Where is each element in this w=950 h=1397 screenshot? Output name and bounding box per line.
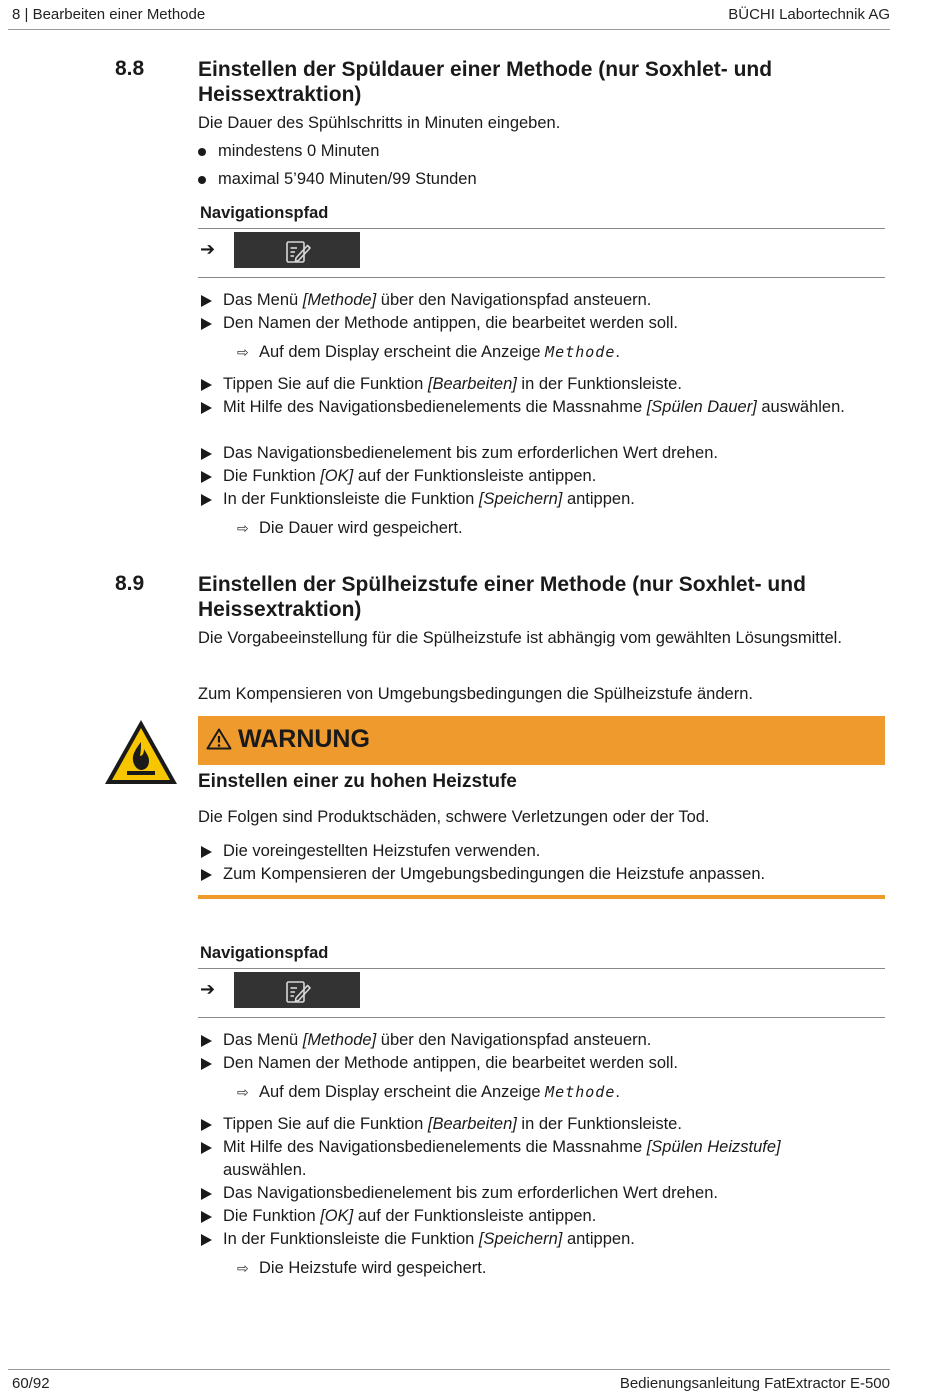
nav-path-label: Navigationspfad [200, 204, 329, 222]
section-title: Einstellen der Spülheizstufe einer Methode (nur Soxhlet- und Heissextraktion) [198, 573, 806, 621]
warning-banner [198, 716, 885, 765]
warning-label: WARNUNG [238, 725, 370, 753]
step-result: ⇨ Die Heizstufe wird gespeichert. [237, 1257, 486, 1280]
step-triangle-icon [201, 846, 212, 858]
header-company: BÜCHI Labortechnik AG [728, 6, 890, 23]
page-number: 60/92 [12, 1375, 50, 1392]
step-triangle-icon [201, 318, 212, 330]
bullet-dot [198, 148, 206, 156]
step-triangle-icon [201, 1119, 212, 1131]
step-result: ⇨ Auf dem Display erscheint die Anzeige Methode. [237, 1081, 620, 1104]
page-header [12, 6, 890, 30]
result-arrow-icon: ⇨ [237, 1084, 249, 1100]
result-arrow-icon: ⇨ [237, 344, 249, 360]
list-item-text: maximal 5’940 Minuten/99 Stunden [218, 170, 477, 188]
step-triangle-icon [201, 402, 212, 414]
section-number: 8.9 [115, 572, 145, 595]
section-intro: Die Vorgabeeinstellung für die Spülheizstufe ist abhängig vom gewählten Lösungsmittel. [198, 629, 842, 647]
step-triangle-icon [201, 471, 212, 483]
footer-divider [8, 1369, 890, 1370]
step-triangle-icon [201, 1188, 212, 1200]
section-number: 8.8 [115, 57, 145, 80]
result-arrow-icon: ⇨ [237, 520, 249, 536]
document-title: Bedienungsanleitung FatExtractor E-500 [619, 1375, 890, 1392]
nav-path-bottom-rule [198, 277, 885, 278]
step-triangle-icon [201, 295, 212, 307]
warning-triangle-icon [206, 728, 232, 750]
section-intro: Zum Kompensieren von Umgebungsbedingungen die Spülheizstufe ändern. [198, 685, 753, 703]
step-triangle-icon [201, 1211, 212, 1223]
arrow-right-icon: ➔ [200, 239, 216, 259]
result-arrow-icon: ⇨ [237, 1260, 249, 1276]
header-divider [8, 29, 890, 30]
step-triangle-icon [201, 448, 212, 460]
warning-title: Einstellen einer zu hohen Heizstufe [198, 771, 517, 792]
step-triangle-icon [201, 1058, 212, 1070]
step-triangle-icon [201, 494, 212, 506]
step-result: ⇨ Auf dem Display erscheint die Anzeige Methode. [237, 341, 620, 364]
warning-text: Die Folgen sind Produktschäden, schwere Verletzungen oder der Tod. [198, 808, 710, 826]
nav-path-top-rule [198, 228, 885, 229]
warning-bottom-rule [198, 895, 885, 899]
step-triangle-icon [201, 379, 212, 391]
nav-path-top-rule [198, 968, 885, 969]
bullet-dot [198, 176, 206, 184]
step-triangle-icon [201, 1035, 212, 1047]
nav-path-label: Navigationspfad [200, 944, 329, 962]
section-title: Einstellen der Spüldauer einer Methode (nur Soxhlet- und Heissextraktion) [198, 58, 773, 106]
header-chapter: 8 | Bearbeiten einer Methode [12, 6, 206, 23]
edit-icon [284, 237, 312, 265]
edit-menu-button [234, 972, 360, 1008]
step-triangle-icon [201, 1234, 212, 1246]
edit-menu-button [234, 232, 360, 268]
arrow-right-icon: ➔ [200, 979, 216, 999]
nav-path-bottom-rule [198, 1017, 885, 1018]
section-intro: Die Dauer des Spühlschritts in Minuten eingeben. [198, 114, 561, 132]
step-triangle-icon [201, 1142, 212, 1154]
list-item-text: mindestens 0 Minuten [218, 142, 380, 160]
flammable-warning-icon [103, 718, 179, 786]
step-result: ⇨ Die Dauer wird gespeichert. [237, 517, 463, 540]
edit-icon [284, 977, 312, 1005]
step-triangle-icon [201, 869, 212, 881]
